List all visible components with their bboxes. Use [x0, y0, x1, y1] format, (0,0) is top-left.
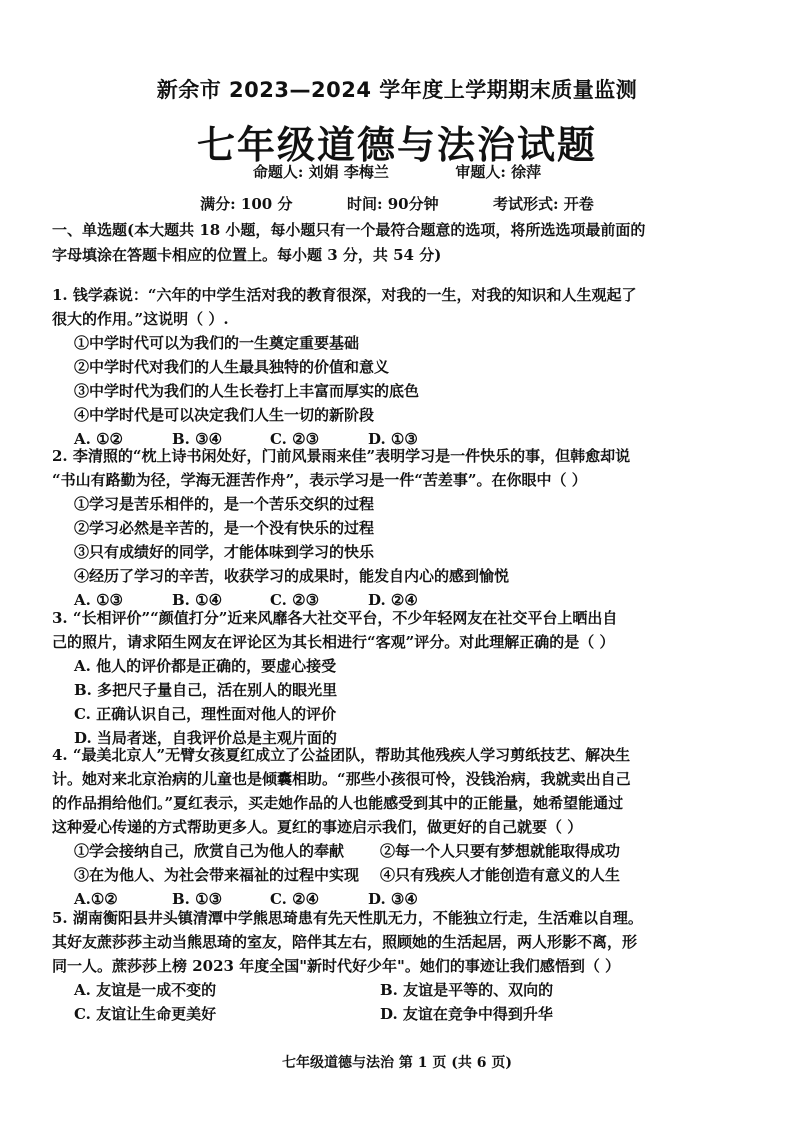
question-text: 5. 湖南衡阳县井头镇清潭中学熊思琦患有先天性肌无力，不能独立行走，生活难以自理。 [52, 909, 643, 927]
statement: ②中学时代对我们的人生最具独特的价值和意义 [74, 358, 390, 376]
section-line: 一、单选题(本大题共 18 小题，每小题只有一个最符合题意的选项，将所选选项最前面的 [52, 221, 646, 239]
option-a: A. 他人的评价都是正确的，要虚心接受 [74, 657, 337, 675]
question-text: 2. 李清照的“枕上诗书闲处好，门前风景雨来佳”表明学习是一件快乐的事，但韩愈却说 [52, 447, 631, 465]
choice-a: A.①② [74, 890, 118, 908]
question-text: 1. 钱学森说：“六年的中学生活对我的教育很深，对我的一生，对我的知识和人生观起了 [52, 286, 637, 304]
option-c: C. 友谊让生命更美好 [74, 1005, 217, 1023]
full-score: 满分: 100 分 [200, 195, 293, 213]
choice-a: A. ①③ [74, 591, 123, 609]
statement: ①学习是苦乐相伴的，是一个苦乐交织的过程 [74, 495, 375, 513]
statement: ④只有残疾人才能创造有意义的人生 [380, 866, 621, 884]
question-text: 3. “长相评价”“颜值打分”近来风靡各大社交平台，不少年轻网友在社交平台上晒出自 [52, 609, 618, 627]
question-3 [52, 606, 752, 750]
question-text: 这种爱心传递的方式帮助更多人。夏红的事迹启示我们，做更好的自己就要（ ） [52, 818, 583, 836]
exam-form: 考试形式: 开卷 [493, 195, 594, 213]
section-instructions [52, 218, 752, 268]
choice-c: C. ②④ [270, 890, 320, 908]
setters: 命题人: 刘娟 李梅兰 [252, 163, 389, 181]
exam-header-title: 新余市 2023—2024 学年度上学期期末质量监测 [156, 78, 638, 102]
question-text: 计。她对来北京治病的儿童也是倾囊相助。“那些小孩很可怜，没钱治病，我就卖出自己 [52, 770, 631, 788]
option-d: D. 当局者迷，自我评价总是主观片面的 [74, 729, 337, 747]
option-a: A. 友谊是一成不变的 [74, 981, 217, 999]
question-text: 同一人。蔗莎莎上榜 2023 年度全国"新时代好少年"。她们的事迹让我们感悟到（ ） [52, 957, 621, 975]
section-line: 字母填涂在答题卡相应的位置上。每小题 3 分，共 54 分) [52, 246, 442, 264]
option-row [52, 978, 752, 1002]
statement: ①中学时代可以为我们的一生奠定重要基础 [74, 334, 360, 352]
statement: ③中学时代为我们的人生长卷打上丰富而厚实的底色 [74, 382, 420, 400]
option-d: D. 友谊在竞争中得到升华 [380, 1005, 553, 1023]
statement-row [52, 863, 752, 887]
statement: ④中学时代是可以决定我们人生一切的新阶段 [74, 406, 375, 424]
choice-d: D. ①③ [368, 430, 418, 448]
question-1 [52, 283, 752, 451]
statement-row [52, 839, 752, 863]
statement: ③在为他人、为社会带来福祉的过程中实现 [74, 866, 360, 884]
question-text: 4. “最美北京人”无臂女孩夏红成立了公益团队，帮助其他残疾人学习剪纸技艺、解决生 [52, 746, 631, 764]
authors-line [0, 161, 794, 182]
option-row [52, 1002, 752, 1026]
choice-c: C. ②③ [270, 430, 320, 448]
exam-info-line [0, 193, 794, 214]
choice-d: D. ③④ [368, 890, 418, 908]
statement: ②学习必然是辛苦的，是一个没有快乐的过程 [74, 519, 375, 537]
option-c: C. 正确认识自己，理性面对他人的评价 [74, 705, 337, 723]
choice-b: B. ③④ [172, 430, 223, 448]
question-text: 很大的作用。”这说明（ ）. [52, 310, 229, 328]
subject-title: 七年级道德与法治试题 [196, 123, 597, 167]
choice-b: B. ①③ [172, 890, 223, 908]
question-4 [52, 743, 752, 911]
question-text: 己的照片，请求陌生网友在评论区为其长相进行“客观”评分。对此理解正确的是（ ） [52, 633, 615, 651]
statement: ③只有成绩好的同学，才能体味到学习的快乐 [74, 543, 375, 561]
question-2 [52, 444, 752, 612]
statement: ①学会接纳自己，欣赏自己为他人的奉献 [74, 842, 345, 860]
option-b: B. 多把尺子量自己，活在别人的眼光里 [74, 681, 338, 699]
choice-c: C. ②③ [270, 591, 320, 609]
question-text: “书山有路勤为径，学海无涯苦作舟”，表示学习是一件“苦差事”。在你眼中（ ） [52, 471, 587, 489]
option-b: B. 友谊是平等的、双向的 [380, 981, 554, 999]
question-text: 的作品捐给他们。”夏红表示，买走她作品的人也能感受到其中的正能量，她希望能通过 [52, 794, 624, 812]
statement: ②每一个人只要有梦想就能取得成功 [380, 842, 621, 860]
reviewer: 审题人: 徐萍 [455, 163, 542, 181]
exam-time: 时间: 90分钟 [346, 195, 439, 213]
page-footer: 七年级道德与法治 第 1 页 (共 6 页) [282, 1055, 512, 1071]
question-5 [52, 906, 752, 1026]
choice-a: A. ①② [74, 430, 123, 448]
choice-b: B. ①④ [172, 591, 223, 609]
statement: ④经历了学习的辛苦，收获学习的成果时，能发自内心的感到愉悦 [74, 567, 510, 585]
question-text: 其好友蔗莎莎主动当熊思琦的室友，陪伴其左右，照顾她的生活起居，两人形影不离，形 [52, 933, 638, 951]
choice-d: D. ②④ [368, 591, 418, 609]
